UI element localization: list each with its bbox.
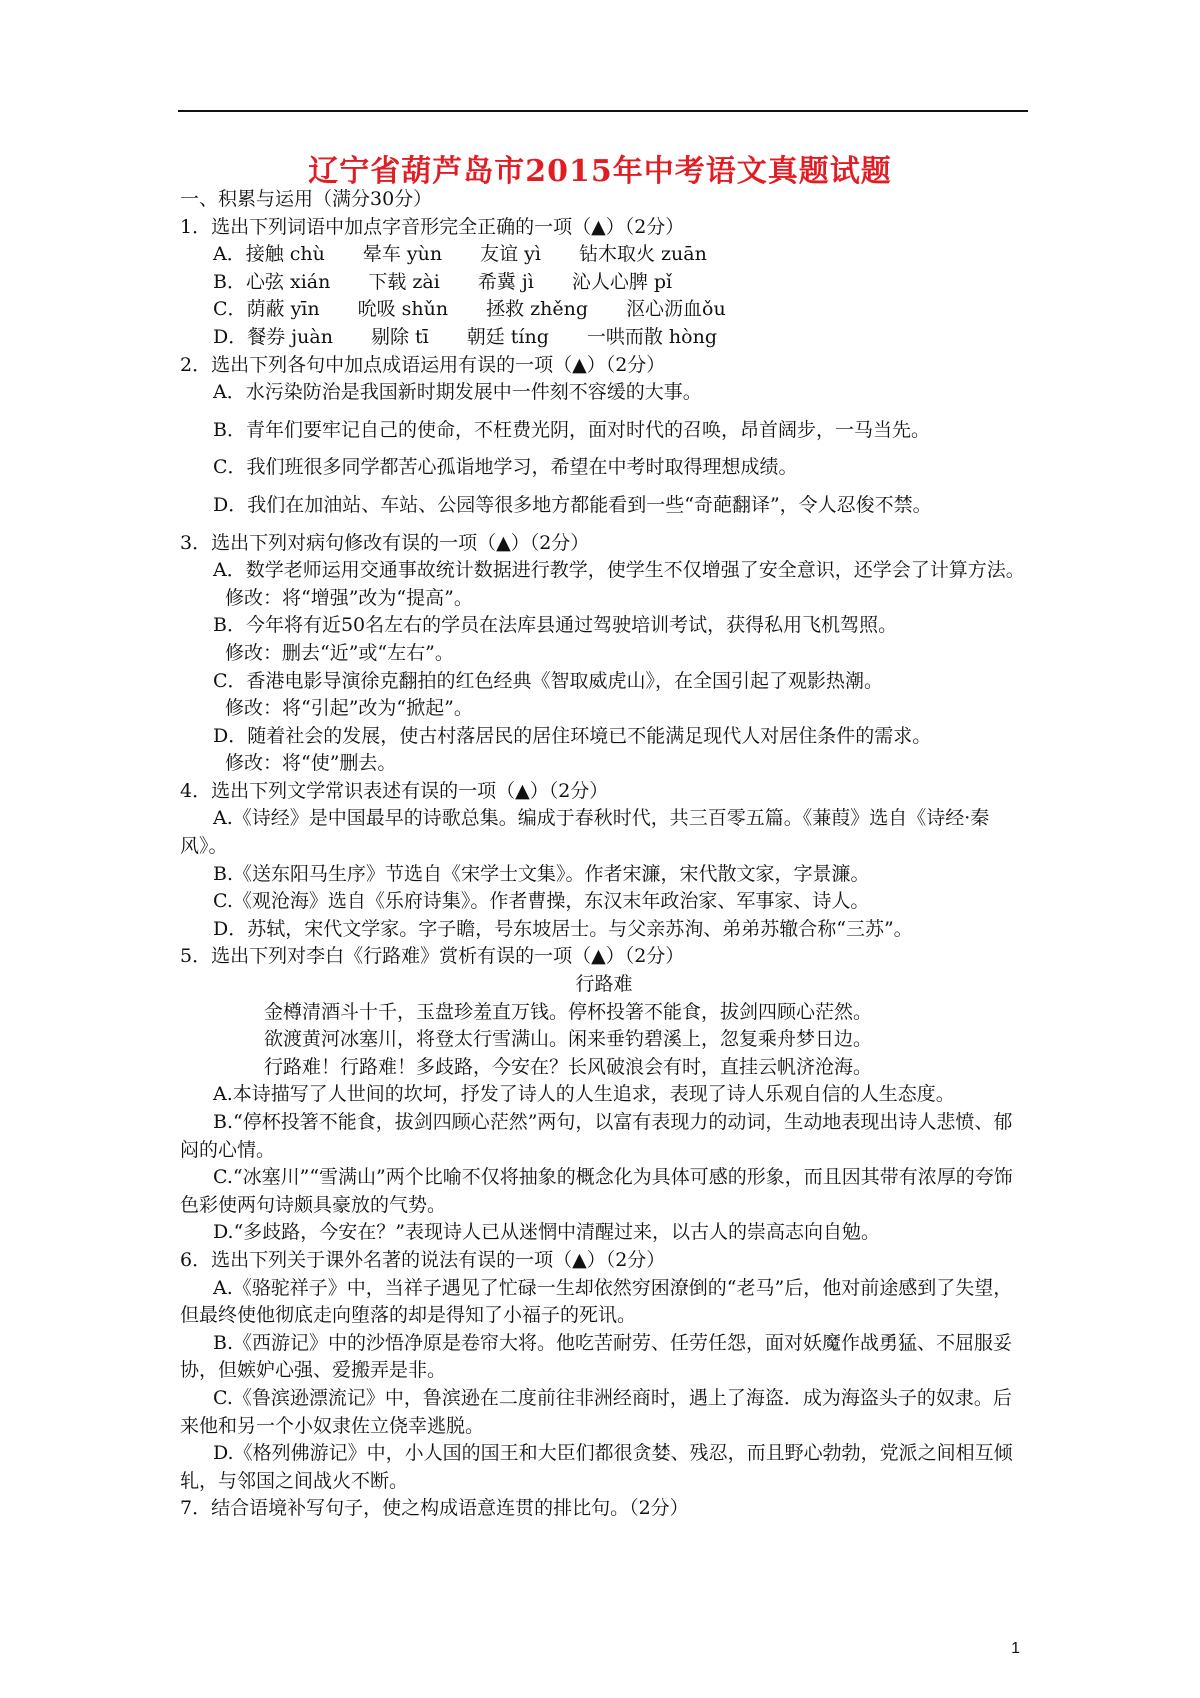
question-7: 7．结合语境补写句子，使之构成语意连贯的排比句。（2分） (180, 1497, 689, 1520)
question-3: 3．选出下列对病句修改有误的一项（▲）（2分） (180, 531, 590, 554)
page-number: 1 (1011, 1640, 1020, 1657)
poem-line-1: 金樽清酒斗十千，玉盘珍羞直万钱。停杯投箸不能食，拔剑四顾心茫然。 (264, 1000, 873, 1023)
poem-title: 行路难 (575, 973, 633, 996)
q1-option-c: C．荫蔽 yīn 吮吸 shǔn 拯救 zhěng 沤心沥血ǒu (213, 298, 726, 321)
q3-option-d: D．随着社会的发展，使古村落居民的居住环境已不能满足现代人对居住条件的需求。 (213, 724, 932, 747)
q6-option-a: A.《骆驼祥子》中，当祥子遇见了忙碌一生却依然穷困潦倒的“老马”后，他对前途感到了失望，但最终使他彻底走向堕落的却是得知了小福子的死讯。 (180, 1276, 1013, 1327)
q5-option-a: A.本诗描写了人世间的坎坷，抒发了诗人的人生追求，表现了诗人乐观自信的人生态度。 (213, 1083, 955, 1106)
question-4: 4．选出下列文学常识表述有误的一项（▲）（2分） (180, 779, 609, 802)
q3-fix-c: 修改：将“引起”改为“掀起”。 (225, 697, 473, 720)
q5-option-b: B.“停杯投箸不能食，拔剑四顾心茫然”两句，以富有表现力的动词，生动地表现出诗人悲愤、郁闷的心情。 (180, 1111, 1013, 1161)
q3-option-c: C．香港电影导演徐克翻拍的红色经典《智取威虎山》，在全国引起了观影热潮。 (213, 669, 884, 692)
question-6: 6．选出下列关于课外名著的说法有误的一项（▲）（2分） (180, 1248, 666, 1271)
q2-option-d: D．我们在加油站、车站、公园等很多地方都能看到一些“奇葩翻译”，令人忍俊不禁。 (213, 493, 932, 516)
page-title: 辽宁省葫芦岛市2015年中考语文真题试题 (308, 154, 892, 189)
q3-fix-d: 修改：将“使”删去。 (225, 752, 397, 775)
q1-option-a: A．接触 chù 晕车 yùn 友谊 yì 钻木取火 zuān (213, 243, 707, 266)
q6-option-b: B.《西游记》中的沙悟净原是卷帘大将。他吃苦耐劳、任劳任怨，面对妖魔作战勇猛、不屈服妥协，但嫉妒心强、爱搬弄是非。 (180, 1331, 1013, 1382)
q4-option-c: C.《观沧海》选自《乐府诗集》。作者曹操，东汉末年政治家、军事家、诗人。 (213, 890, 870, 913)
question-1: 1．选出下列词语中加点字音形完全正确的一项（▲）（2分） (180, 215, 685, 238)
q1-option-b: B．心弦 xián 下载 zài 希冀 jì 沁人心脾 pǐ (213, 270, 673, 293)
q6-option-d: D.《格列佛游记》中，小人国的国王和大臣们都很贪婪、残忍，而且野心勃勃，党派之间相互倾轧，与邻国之间战火不断。 (180, 1442, 1013, 1492)
q3-fix-b: 修改：删去“近”或“左右”。 (225, 641, 454, 664)
q2-option-b: B．青年们要牢记自己的使命，不枉费光阴，面对时代的召唤，昂首阔步，一马当先。 (213, 418, 930, 441)
question-2: 2．选出下列各句中加点成语运用有误的一项（▲）（2分） (180, 353, 666, 376)
q3-fix-a: 修改：将“增强”改为“提高”。 (225, 586, 473, 609)
poem-line-2: 欲渡黄河冰塞川，将登太行雪满山。闲来垂钓碧溪上，忽复乘舟梦日边。 (264, 1028, 873, 1051)
q1-option-d: D．餐券 juàn 剔除 tī 朝廷 tíng 一哄而散 hòng (213, 325, 717, 348)
q2-option-a: A．水污染防治是我国新时期发展中一件刻不容缓的大事。 (213, 381, 702, 404)
document-body (180, 186, 1028, 1523)
q5-option-d: D.“多歧路，今安在？”表现诗人已从迷惘中清醒过来，以古人的崇高志向自勉。 (213, 1221, 881, 1244)
q3-option-a: A．数学老师运用交通事故统计数据进行教学，使学生不仅增强了安全意识，还学会了计算方法。 (213, 559, 1025, 582)
q4-option-b: B.《送东阳马生序》节选自《宋学士文集》。作者宋濂，宋代散文家，字景濂。 (213, 862, 870, 885)
q4-option-d: D．苏轼，宋代文学家。字子瞻，号东坡居士。与父亲苏洵、弟弟苏辙合称“三苏”。 (213, 917, 913, 940)
q3-option-b: B．今年将有近50名左右的学员在法库县通过驾驶培训考试，获得私用飞机驾照。 (213, 614, 898, 637)
q2-option-c: C．我们班很多同学都苦心孤诣地学习，希望在中考时取得理想成绩。 (213, 456, 798, 479)
header-rule (178, 110, 1028, 112)
poem-line-3: 行路难！行路难！多歧路，今安在？长风破浪会有时，直挂云帆济沧海。 (264, 1055, 873, 1078)
q6-option-c: C.《鲁滨逊漂流记》中，鲁滨逊在二度前往非洲经商时，遇上了海盗．成为海盗头子的奴隶。后来他和另一个小奴隶佐立侥幸逃脱。 (180, 1386, 1012, 1437)
q4-option-a: A.《诗经》是中国最早的诗歌总集。编成于春秋时代，共三百零五篇。《蒹葭》选自《诗经·秦风》。 (180, 807, 990, 858)
q5-option-c: C.“冰塞川”“雪满山”两个比喻不仅将抽象的概念化为具体可感的形象，而且因其带有浓厚的夸饰色彩使两句诗颇具豪放的气势。 (180, 1166, 1013, 1216)
question-5: 5．选出下列对李白《行路难》赏析有误的一项（▲）（2分） (180, 945, 685, 968)
section-heading: 一、积累与运用（满分30分） (180, 188, 433, 210)
